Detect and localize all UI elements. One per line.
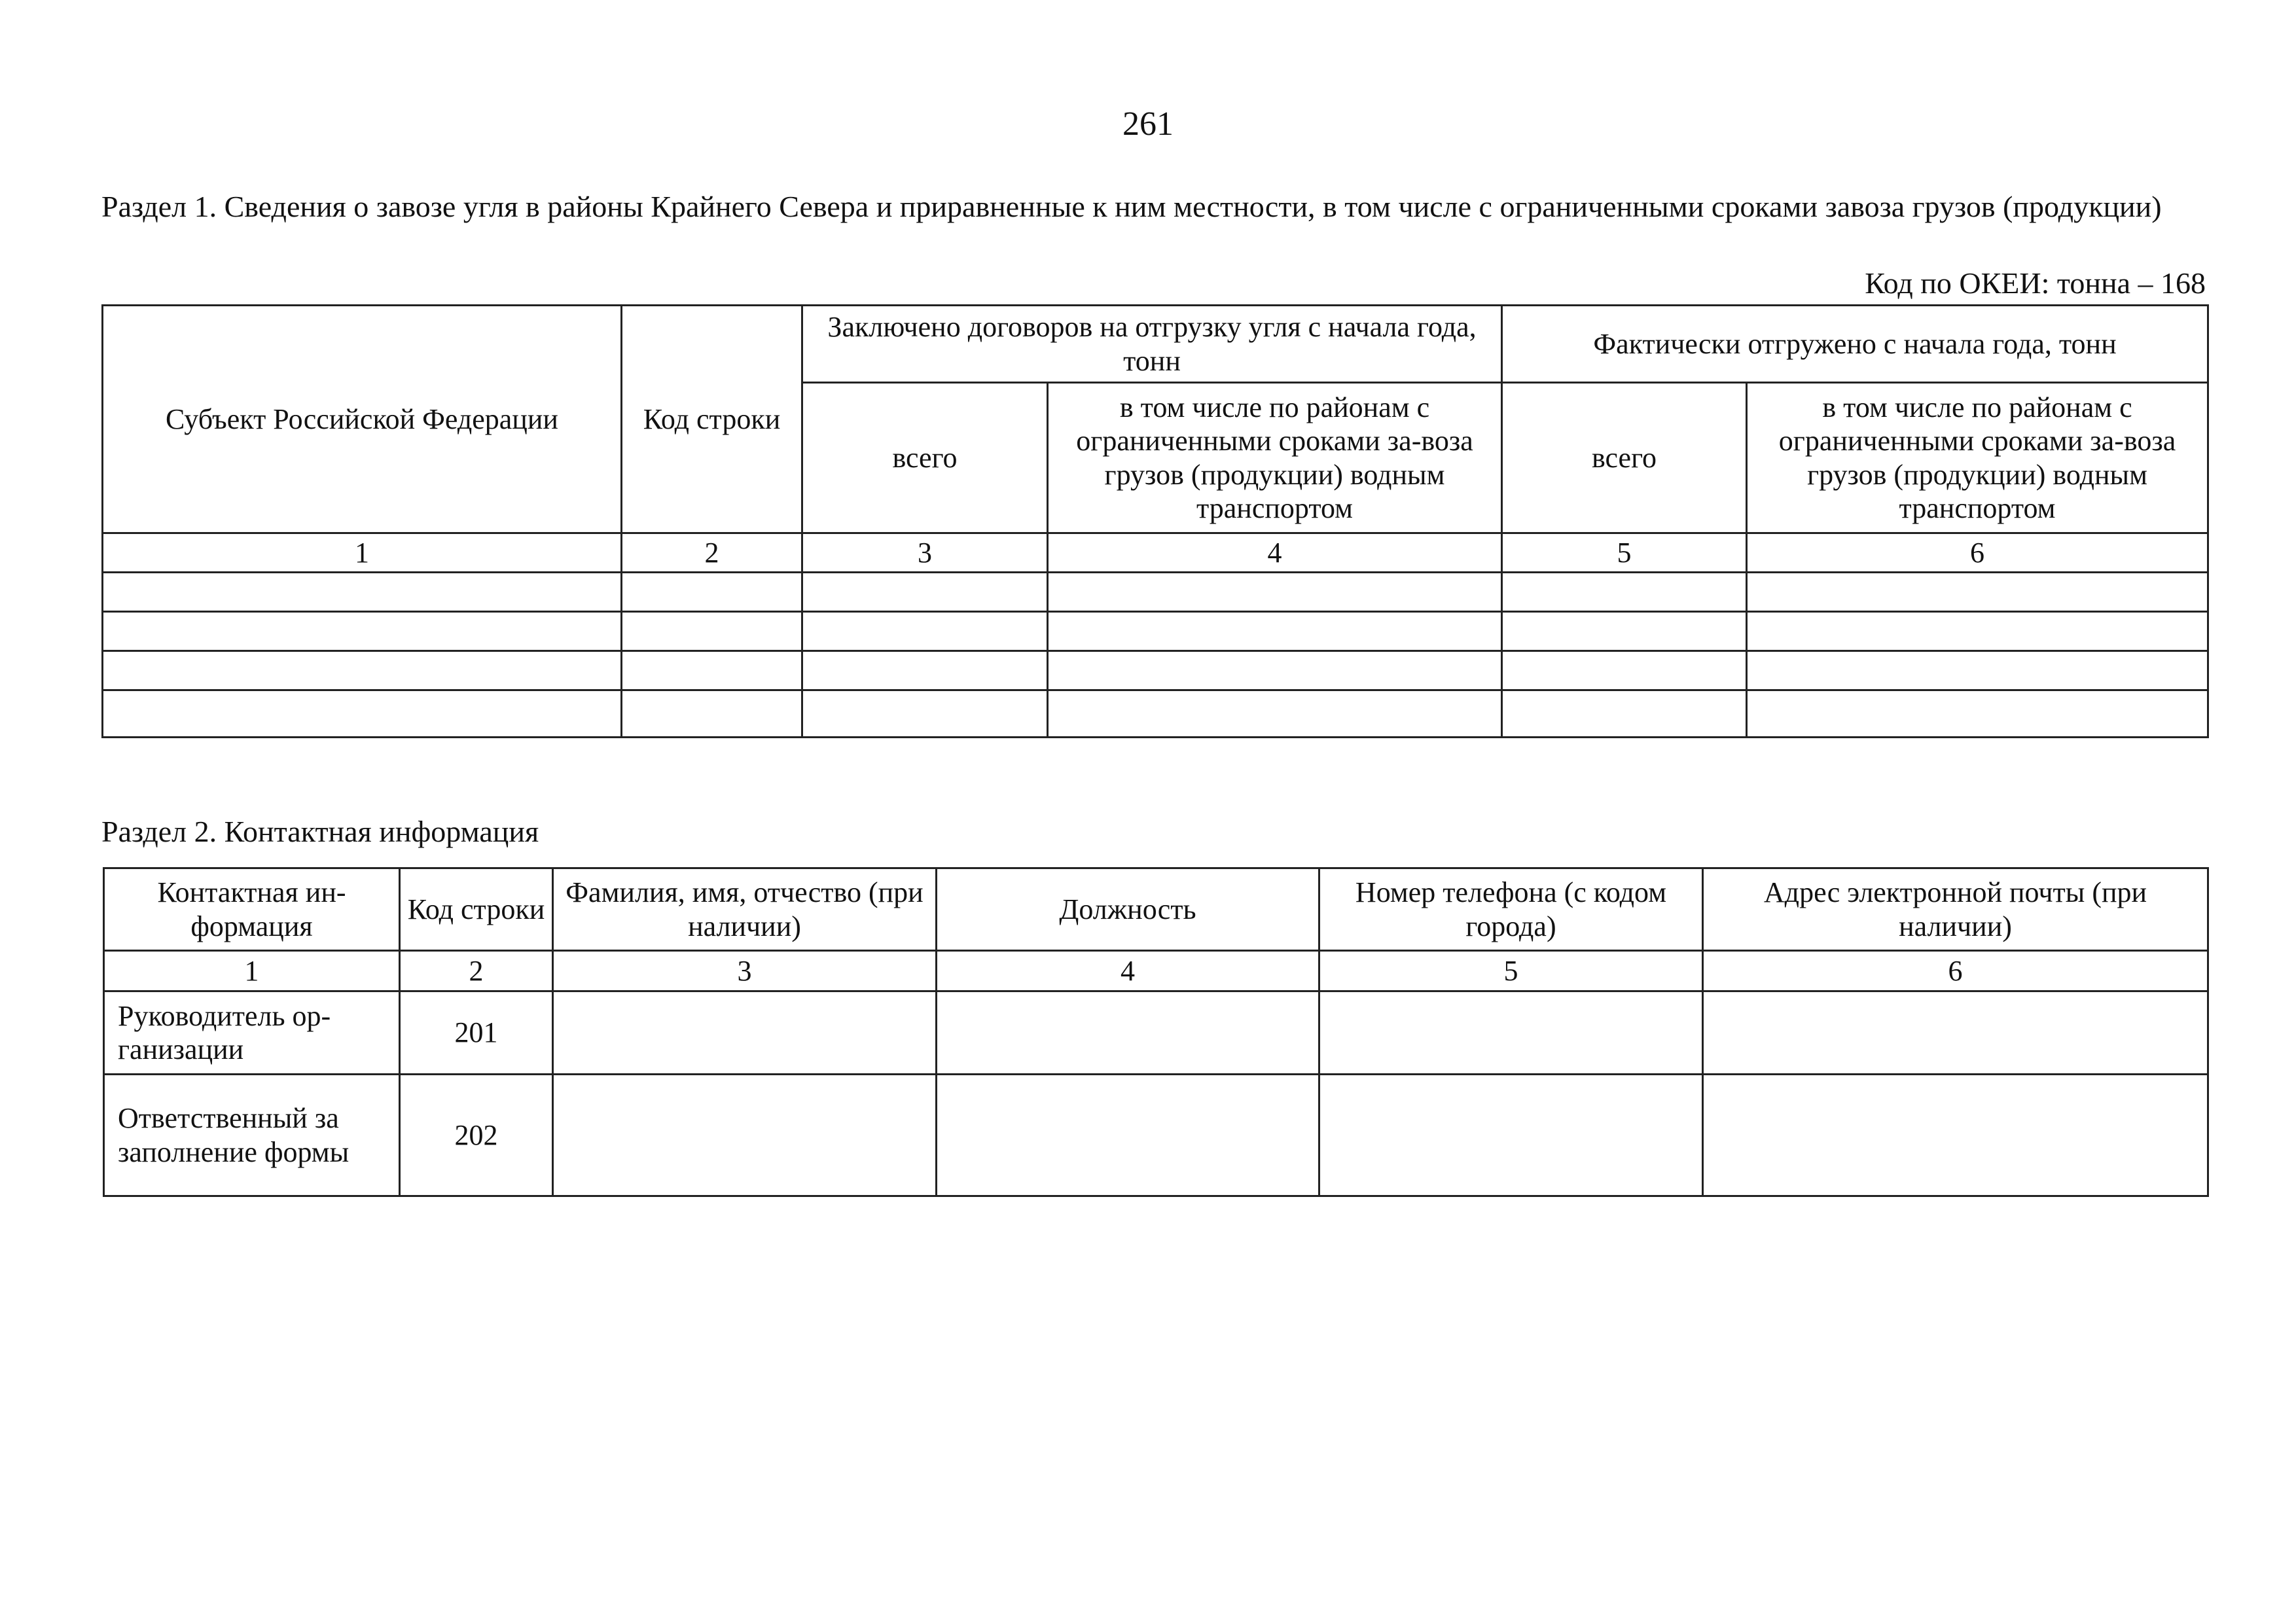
header-subject: Субъект Российской Федерации — [103, 306, 622, 533]
empty-cell — [622, 651, 802, 690]
empty-cell — [1747, 651, 2208, 690]
empty-cell — [553, 1075, 937, 1196]
empty-cell — [1502, 573, 1747, 612]
empty-cell — [802, 690, 1048, 738]
empty-cell — [1319, 1075, 1703, 1196]
header-contracts-limited: в том числе по районам с ограниченными сроками за-воза грузов (продукции) водным транспортом — [1048, 383, 1502, 533]
column-number: 6 — [1747, 533, 2208, 573]
header-contracts-total: всего — [802, 383, 1048, 533]
empty-cell — [622, 573, 802, 612]
empty-cell — [1703, 1075, 2208, 1196]
row-label-responsible: Ответственный за заполнение формы — [104, 1075, 400, 1196]
header-position: Должность — [937, 868, 1319, 951]
empty-cell — [1747, 690, 2208, 738]
row-code: 201 — [400, 991, 553, 1075]
table-row — [103, 651, 2208, 690]
page-number: 261 — [1122, 105, 1174, 143]
header-contact-info: Контактная ин-формация — [104, 868, 400, 951]
empty-cell — [802, 612, 1048, 651]
empty-cell — [802, 651, 1048, 690]
contact-info-table — [103, 867, 2209, 1197]
row-code: 202 — [400, 1075, 553, 1196]
column-numbers-row — [104, 951, 2208, 991]
column-number: 4 — [1048, 533, 1502, 573]
empty-cell — [1502, 612, 1747, 651]
empty-cell — [1502, 651, 1747, 690]
column-number: 5 — [1319, 951, 1703, 991]
empty-cell — [103, 690, 622, 738]
empty-cell — [802, 573, 1048, 612]
header-email: Адрес электронной почты (при наличии) — [1703, 868, 2208, 951]
header-contracts: Заключено договоров на отгрузку угля с начала года, тонн — [802, 306, 1502, 383]
column-number: 2 — [622, 533, 802, 573]
empty-cell — [1703, 991, 2208, 1075]
column-number: 3 — [553, 951, 937, 991]
column-number: 2 — [400, 951, 553, 991]
empty-cell — [1747, 612, 2208, 651]
table-row — [103, 612, 2208, 651]
empty-cell — [937, 991, 1319, 1075]
column-number: 6 — [1703, 951, 2208, 991]
table-row — [103, 690, 2208, 738]
empty-cell — [1319, 991, 1703, 1075]
empty-cell — [1048, 651, 1502, 690]
table-row — [104, 991, 2208, 1075]
row-label-head: Руководитель ор-ганизации — [104, 991, 400, 1075]
empty-cell — [622, 612, 802, 651]
header-full-name: Фамилия, имя, отчество (при наличии) — [553, 868, 937, 951]
column-number: 1 — [104, 951, 400, 991]
empty-cell — [1048, 573, 1502, 612]
coal-delivery-table — [101, 304, 2209, 738]
section2-title: Раздел 2. Контактная информация — [101, 815, 539, 848]
empty-cell — [553, 991, 937, 1075]
header-code: Код строки — [622, 306, 802, 533]
column-number: 1 — [103, 533, 622, 573]
empty-cell — [1048, 612, 1502, 651]
empty-cell — [103, 651, 622, 690]
column-number: 3 — [802, 533, 1048, 573]
header-shipped-total: всего — [1502, 383, 1747, 533]
empty-cell — [1747, 573, 2208, 612]
table-row — [104, 1075, 2208, 1196]
empty-cell — [937, 1075, 1319, 1196]
empty-cell — [1502, 690, 1747, 738]
header-shipped: Фактически отгружено с начала года, тонн — [1502, 306, 2208, 383]
empty-cell — [103, 612, 622, 651]
table-row — [103, 573, 2208, 612]
column-number: 5 — [1502, 533, 1747, 573]
header-code: Код строки — [400, 868, 553, 951]
empty-cell — [1048, 690, 1502, 738]
okei-code: Код по ОКЕИ: тонна – 168 — [1865, 266, 2206, 300]
column-numbers-row — [103, 533, 2208, 573]
header-shipped-limited: в том числе по районам с ограниченными сроками за-воза грузов (продукции) водным транспортом — [1747, 383, 2208, 533]
column-number: 4 — [937, 951, 1319, 991]
section1-title: Раздел 1. Сведения о завозе угля в районы Крайнего Севера и приравненные к ним местности, в том числе с ограниченными сроками завоза грузов (продукции) — [101, 190, 2162, 223]
empty-cell — [103, 573, 622, 612]
empty-cell — [622, 690, 802, 738]
header-phone: Номер телефона (с кодом города) — [1319, 868, 1703, 951]
